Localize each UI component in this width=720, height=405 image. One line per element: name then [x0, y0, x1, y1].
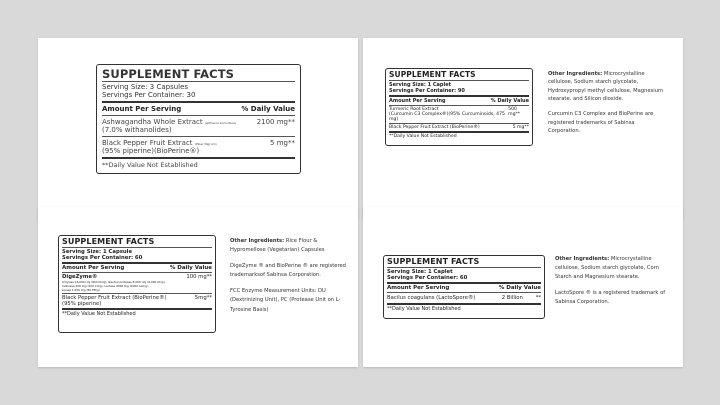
other-ingredients-text: Rice Flour & Hypromellose (Vegetarian) Capsules — [230, 238, 325, 254]
other-ingredients-label: Other Ingredients: — [230, 238, 285, 244]
nutrient-sub: (Curcumin C3 Complex®)(95% Curcuminoids, 475 mg) — [389, 111, 505, 122]
panel-title: SUPPLEMENT FACTS — [102, 67, 235, 81]
header-amount: Amount Per Serving — [102, 105, 182, 114]
card-lactospore — [363, 207, 683, 367]
other-ingredients-text: Microcrystalline cellulose, Sodium starch glycolate, Corn Starch and Magnesium stearate. — [555, 256, 660, 281]
supplement-facts-panel — [385, 68, 533, 146]
nutrient-note: (withania somnifera) — [204, 121, 236, 126]
servings-per-container: Servings Per Container: 60 — [387, 275, 468, 282]
enzyme-detail: Lipase 1,000 U/g (80 FIP/g) — [62, 288, 100, 293]
enzyme-detail: Amylase 16,000 U/g (800 DU/g), Neutral protease 6,000 U/g (6,000 PC/g), — [62, 280, 166, 285]
nutrient-amount: 2 Billion — [501, 295, 523, 302]
servings-per-container: Servings Per Container: 90 — [389, 87, 465, 94]
nutrient-name: Black Pepper Fruit Extract (BioPerine®) — [62, 295, 167, 302]
nutrient-amount: 500 mg** — [508, 106, 521, 117]
nutrient-row — [102, 118, 295, 134]
serving-size: Serving Size: 3 Capsules — [102, 83, 189, 92]
header-dv: % Daily Value — [241, 105, 295, 114]
servings-per-container: Servings Per Container: 60 — [62, 255, 143, 262]
card-ashwagandha — [38, 38, 358, 218]
serving-size: Serving Size: 1 Capsule — [62, 249, 133, 256]
trademark-note: LactoSpore ® is a registered trademark of Sabinsa Corporation. — [555, 290, 666, 306]
serving-size: Serving Size: 1 Caplet — [387, 269, 453, 276]
other-ingredients-text: Microcrystalline cellulose, Sodium starch glycolate, Hydroxypropyl methyl cellulose, Magnesium stearate, and Silicon dioxide. — [548, 71, 664, 102]
nutrient-name: Bacilus coagulans (LactoSpore®) — [387, 295, 476, 302]
panel-title: SUPPLEMENT FACTS — [387, 257, 480, 266]
ingredients-notes — [230, 237, 348, 322]
ingredients-notes — [555, 255, 677, 314]
nutrient-row — [387, 295, 541, 301]
nutrient-row — [389, 125, 529, 130]
nutrient-dv: ** — [535, 295, 541, 302]
nutrient-note: (Piper Nigrum) — [194, 142, 217, 147]
footnote: **Daily Value Not Established — [102, 161, 198, 170]
footnote: **Daily Value Not Established — [62, 311, 136, 318]
nutrient-row — [102, 139, 295, 155]
other-ingredients-label: Other Ingredients: — [548, 71, 603, 77]
footnote: **Daily Value Not Established — [387, 306, 461, 313]
nutrient-amount: 5 mg** — [512, 124, 529, 130]
nutrient-row — [62, 295, 212, 307]
supplement-facts-panel — [383, 255, 545, 319]
card-turmeric — [363, 38, 683, 218]
nutrient-name: Black Pepper Fruit Extract (BioPerine®) — [389, 124, 480, 130]
nutrient-name: DigeZyme® — [62, 274, 98, 281]
other-ingredients-label: Other Ingredients: — [555, 256, 610, 262]
panel-title: SUPPLEMENT FACTS — [62, 237, 155, 246]
nutrient-amount: 5 mg** — [270, 139, 295, 148]
nutrient-row — [62, 274, 212, 292]
nutrient-row — [389, 107, 529, 122]
fcc-note: FCC Enzyme Measurement Units: DU (Dextrinizing Unit), PC (Protease Unit on L-Tyrosine Basis) — [230, 288, 341, 313]
serving-size: Serving Size: 1 Caplet — [389, 81, 452, 88]
nutrient-name: Ashwagandha Whole Extract — [102, 118, 203, 127]
nutrient-sub: (7.0% withanolides) — [102, 126, 172, 135]
supplement-facts-panel — [58, 235, 216, 333]
header-dv: % Daily Value — [498, 285, 541, 292]
enzyme-detail: Cellulase 400 U/g (400 CU/g), Lactase 4000 U/g (4000 ALU/g), — [62, 284, 149, 289]
nutrient-name: Black Pepper Fruit Extract — [102, 139, 193, 148]
trademark-note: DigeZyme ® and BioPerine ® are registered trademarksof Sabinsa Corporation. — [230, 263, 346, 279]
nutrient-amount: 2100 mg** — [256, 118, 295, 127]
nutrient-amount: 5mg** — [194, 295, 212, 302]
ingredients-notes — [548, 70, 668, 142]
header-dv: % Daily Value — [490, 97, 529, 104]
footnote: **Daily Value Not Established — [389, 133, 457, 139]
trademark-note: Curcumin C3 Complex and BioPerine are registered trademarks of Sabinsa Corporation. — [548, 111, 654, 134]
header-amount: Amount Per Serving — [389, 97, 446, 104]
card-digezyme — [38, 207, 358, 367]
nutrient-sub: (95% piperine)(BioPerine®) — [102, 147, 200, 156]
header-amount: Amount Per Serving — [387, 285, 450, 292]
header-dv: % Daily Value — [169, 265, 212, 272]
servings-per-container: Servings Per Container: 30 — [102, 91, 196, 100]
header-amount: Amount Per Serving — [62, 265, 125, 272]
nutrient-name: Turmeric Root Extract — [389, 106, 439, 112]
panel-title: SUPPLEMENT FACTS — [389, 70, 476, 79]
nutrient-sub: (95% piperine) — [62, 301, 102, 308]
nutrient-amount: 100 mg** — [186, 274, 212, 281]
supplement-facts-panel — [96, 64, 301, 174]
